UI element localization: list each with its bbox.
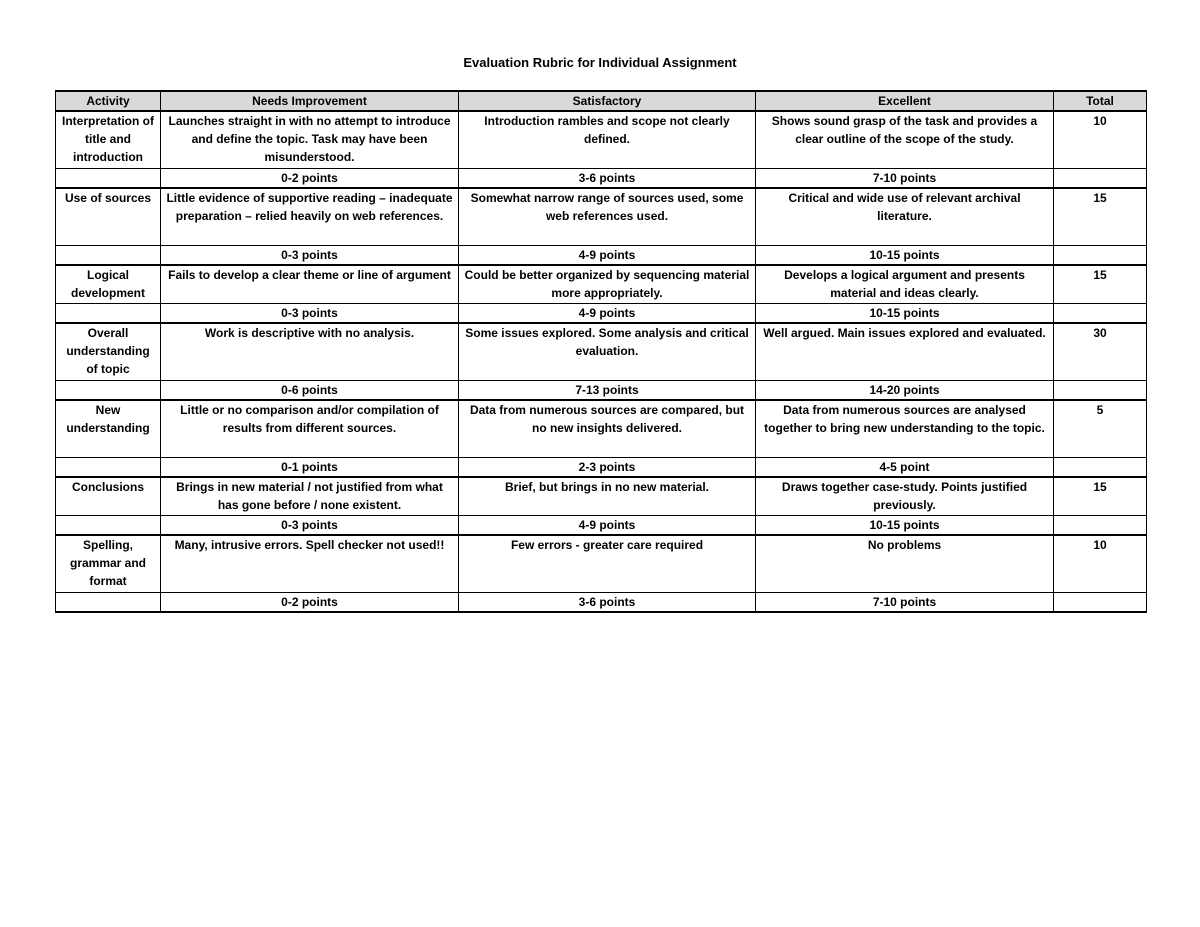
table-row (56, 265, 1147, 304)
needs-improvement-cell: Work is descriptive with no analysis. (161, 323, 459, 381)
empty-cell (1054, 593, 1147, 613)
empty-cell (1054, 169, 1147, 189)
empty-cell (56, 246, 161, 266)
table-row (56, 535, 1147, 593)
empty-cell (1054, 381, 1147, 401)
satisfactory-cell: Few errors - greater care required (459, 535, 756, 593)
empty-cell (1054, 516, 1147, 536)
needs-improvement-cell: Launches straight in with no attempt to introduce and define the topic. Task may have been misunderstood. (161, 111, 459, 169)
needs-points-cell: 0-3 points (161, 246, 459, 266)
excellent-points-cell: 10-15 points (756, 304, 1054, 324)
activity-cell: Conclusions (56, 477, 161, 516)
excellent-points-cell: 14-20 points (756, 381, 1054, 401)
total-cell: 5 (1054, 400, 1147, 458)
needs-improvement-cell: Fails to develop a clear theme or line of argument (161, 265, 459, 304)
activity-cell: Spelling, grammar and format (56, 535, 161, 593)
needs-points-cell: 0-3 points (161, 516, 459, 536)
total-cell: 30 (1054, 323, 1147, 381)
excellent-cell: Develops a logical argument and presents material and ideas clearly. (756, 265, 1054, 304)
excellent-points-cell: 4-5 point (756, 458, 1054, 478)
header-excellent: Excellent (756, 91, 1054, 111)
empty-cell (56, 593, 161, 613)
points-row (56, 593, 1147, 613)
excellent-cell: Critical and wide use of relevant archival literature. (756, 188, 1054, 246)
points-row (56, 516, 1147, 536)
excellent-points-cell: 7-10 points (756, 593, 1054, 613)
rubric-table (55, 90, 1147, 613)
table-row (56, 400, 1147, 458)
total-cell: 15 (1054, 477, 1147, 516)
satisfactory-points-cell: 2-3 points (459, 458, 756, 478)
activity-cell: Overall understanding of topic (56, 323, 161, 381)
excellent-cell: Shows sound grasp of the task and provides a clear outline of the scope of the study. (756, 111, 1054, 169)
excellent-points-cell: 7-10 points (756, 169, 1054, 189)
header-total: Total (1054, 91, 1147, 111)
header-satisfactory: Satisfactory (459, 91, 756, 111)
satisfactory-points-cell: 4-9 points (459, 516, 756, 536)
satisfactory-cell: Could be better organized by sequencing material more appropriately. (459, 265, 756, 304)
needs-improvement-cell: Many, intrusive errors. Spell checker not used!! (161, 535, 459, 593)
table-row (56, 477, 1147, 516)
satisfactory-points-cell: 7-13 points (459, 381, 756, 401)
header-row (56, 91, 1147, 111)
satisfactory-points-cell: 3-6 points (459, 169, 756, 189)
satisfactory-points-cell: 4-9 points (459, 304, 756, 324)
points-row (56, 304, 1147, 324)
excellent-cell: No problems (756, 535, 1054, 593)
activity-cell: Logical development (56, 265, 161, 304)
needs-improvement-cell: Brings in new material / not justified from what has gone before / none existent. (161, 477, 459, 516)
total-cell: 15 (1054, 265, 1147, 304)
total-cell: 10 (1054, 111, 1147, 169)
empty-cell (56, 304, 161, 324)
activity-cell: Interpretation of title and introduction (56, 111, 161, 169)
excellent-cell: Data from numerous sources are analysed together to bring new understanding to the topic. (756, 400, 1054, 458)
table-row (56, 188, 1147, 246)
empty-cell (1054, 458, 1147, 478)
activity-cell: Use of sources (56, 188, 161, 246)
total-cell: 15 (1054, 188, 1147, 246)
needs-points-cell: 0-2 points (161, 169, 459, 189)
points-row (56, 458, 1147, 478)
satisfactory-points-cell: 4-9 points (459, 246, 756, 266)
needs-points-cell: 0-1 points (161, 458, 459, 478)
excellent-cell: Well argued. Main issues explored and evaluated. (756, 323, 1054, 381)
satisfactory-cell: Introduction rambles and scope not clearly defined. (459, 111, 756, 169)
needs-points-cell: 0-2 points (161, 593, 459, 613)
excellent-points-cell: 10-15 points (756, 246, 1054, 266)
needs-improvement-cell: Little or no comparison and/or compilation of results from different sources. (161, 400, 459, 458)
total-cell: 10 (1054, 535, 1147, 593)
header-activity: Activity (56, 91, 161, 111)
activity-cell: New understanding (56, 400, 161, 458)
table-row (56, 323, 1147, 381)
header-needs-improvement: Needs Improvement (161, 91, 459, 111)
satisfactory-cell: Somewhat narrow range of sources used, some web references used. (459, 188, 756, 246)
needs-points-cell: 0-6 points (161, 381, 459, 401)
points-row (56, 246, 1147, 266)
empty-cell (56, 516, 161, 536)
needs-points-cell: 0-3 points (161, 304, 459, 324)
table-row (56, 111, 1147, 169)
empty-cell (56, 458, 161, 478)
points-row (56, 381, 1147, 401)
satisfactory-cell: Brief, but brings in no new material. (459, 477, 756, 516)
empty-cell (56, 381, 161, 401)
satisfactory-cell: Data from numerous sources are compared, but no new insights delivered. (459, 400, 756, 458)
needs-improvement-cell: Little evidence of supportive reading – inadequate preparation – relied heavily on web references. (161, 188, 459, 246)
page-title: Evaluation Rubric for Individual Assignment (463, 55, 737, 70)
excellent-points-cell: 10-15 points (756, 516, 1054, 536)
satisfactory-cell: Some issues explored. Some analysis and critical evaluation. (459, 323, 756, 381)
empty-cell (56, 169, 161, 189)
points-row (56, 169, 1147, 189)
empty-cell (1054, 246, 1147, 266)
excellent-cell: Draws together case-study. Points justified previously. (756, 477, 1054, 516)
empty-cell (1054, 304, 1147, 324)
satisfactory-points-cell: 3-6 points (459, 593, 756, 613)
